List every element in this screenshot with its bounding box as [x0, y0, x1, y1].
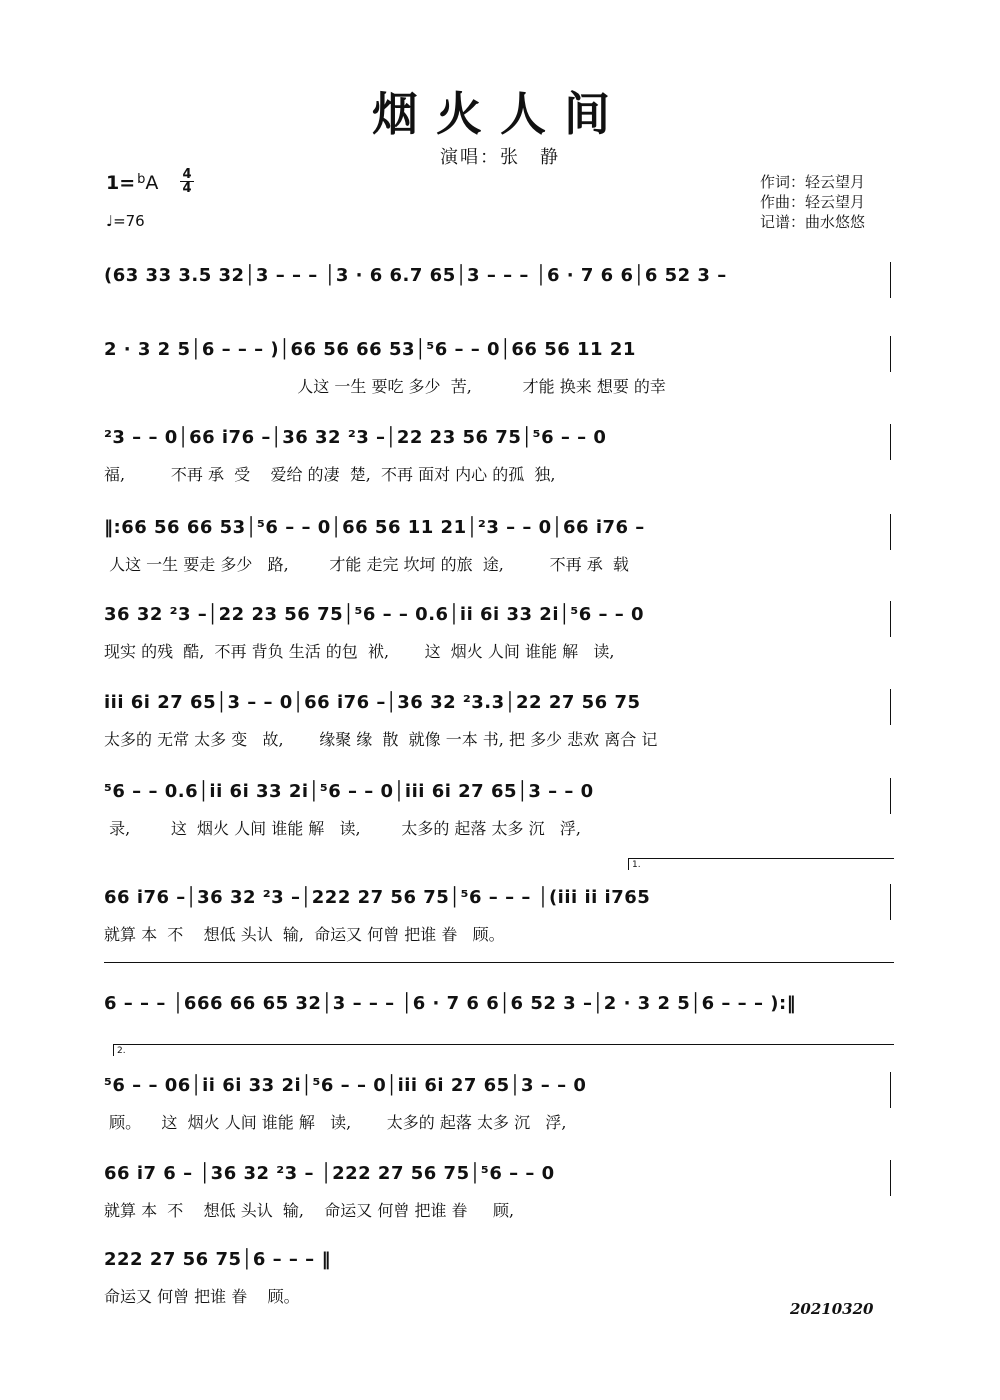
score-line-5: [0, 601, 1000, 686]
lyrics-line-3: 福, 不再 承 受 爱给 的凄 楚, 不再 面对 内心 的孤 独,: [104, 465, 556, 484]
lyrics-line-2: 人这 一生 要吃 多少 苦, 才能 换来 想要 的幸: [104, 377, 666, 396]
volta-bracket-1: 1.: [628, 858, 894, 870]
barline: [890, 689, 891, 725]
barline: [890, 514, 891, 550]
lyrics-line-4: 人这 一生 要走 多少 路, 才能 走完 坎坷 的旅 途, 不再 承 载: [104, 555, 629, 574]
lyrics-line-10: 顾。 这 烟火 人间 谁能 解 读, 太多的 起落 太多 沉 浮,: [104, 1113, 567, 1132]
notes-line-4: ‖:66 56 66 53│⁵6 – – 0│66 56 11 21│²3 – – 0│66 i76 –: [104, 517, 645, 538]
barline: [890, 884, 891, 920]
lyrics-line-12: 命运又 何曾 把谁 眷 顾。: [104, 1287, 300, 1306]
lyrics-line-11: 就算 本 不 想低 头认 输, 命运又 何曾 把谁 眷 顾,: [104, 1201, 515, 1220]
notes-line-3: ²3 – – 0│66 i76 –│36 32 ²3 –│22 23 56 75│⁵6 – – 0: [104, 427, 607, 448]
lyricist-credit: 作词：轻云望月: [760, 173, 866, 191]
notes-line-1: (63 33 3.5 32│3 – – – │3 · 6 6.7 65│3 – – – │6 · 7 6 6│6 52 3 –: [104, 265, 727, 286]
notes-line-8: 66 i76 –│36 32 ²3 –│222 27 56 75│⁵6 – – – │(iii ii i765: [104, 887, 651, 908]
score-line-4: [0, 514, 1000, 599]
time-signature-bottom: 4: [182, 181, 192, 196]
date-stamp: 20210320: [790, 1300, 874, 1318]
lyrics-line-6: 太多的 无常 太多 变 故, 缘聚 缘 散 就像 一本 书, 把 多少 悲欢 离合 记: [104, 730, 658, 749]
score-line-10: [0, 1072, 1000, 1157]
score-line-12: [0, 1246, 1000, 1331]
score-line-11: [0, 1160, 1000, 1245]
key-one: 1=: [106, 172, 136, 194]
score-line-2: [0, 336, 1000, 421]
barline: [890, 601, 891, 637]
score-line-9: [0, 990, 1000, 1075]
score-line-7: [0, 778, 1000, 863]
notes-line-6: iii 6i 27 65│3 – – 0│66 i76 –│36 32 ²3.3│22 27 56 75: [104, 692, 641, 713]
notes-line-7: ⁵6 – – 0.6│ii 6i 33 2i│⁵6 – – 0│iii 6i 27 65│3 – – 0: [104, 781, 594, 802]
key-signature: [106, 172, 158, 194]
performer-credit: 演唱：张 静: [440, 147, 560, 168]
notes-line-11: 66 i7 6 – │36 32 ²3 – │222 27 56 75│⁵6 – – 0: [104, 1163, 555, 1184]
key-flat: b: [137, 172, 146, 187]
transcriber-credit: 记谱：曲水悠悠: [760, 213, 866, 231]
notes-line-2: 2 · 3 2 5│6 – – – )│66 56 66 53│⁵6 – – 0│66 56 11 21: [104, 339, 636, 360]
time-signature-top: 4: [182, 167, 192, 182]
barline: [890, 778, 891, 814]
tempo-marking: ♩=76: [106, 212, 145, 230]
volta-bracket-1-continued: [104, 962, 894, 974]
barline: [890, 262, 891, 298]
score-line-6: [0, 689, 1000, 774]
lyrics-line-5: 现实 的残 酷, 不再 背负 生活 的包 袱, 这 烟火 人间 谁能 解 读,: [104, 642, 615, 661]
time-signature: [180, 168, 194, 195]
key-letter: A: [145, 172, 159, 194]
volta-bracket-2: 2.: [113, 1044, 894, 1056]
lyrics-line-7: 录, 这 烟火 人间 谁能 解 读, 太多的 起落 太多 沉 浮,: [104, 819, 581, 838]
notes-line-12: 222 27 56 75│6 – – – ‖: [104, 1249, 331, 1270]
notes-line-9: 6 – – – │666 66 65 32│3 – – – │6 · 7 6 6│6 52 3 –│2 · 3 2 5│6 – – – ):‖: [104, 993, 797, 1014]
score-line-1: [0, 262, 1000, 347]
lyrics-line-8: 就算 本 不 想低 头认 输, 命运又 何曾 把谁 眷 顾。: [104, 925, 505, 944]
barline: [890, 1072, 891, 1108]
barline: [890, 336, 891, 372]
notes-line-5: 36 32 ²3 –│22 23 56 75│⁵6 – – 0.6│ii 6i 33 2i│⁵6 – – 0: [104, 604, 645, 625]
credits-block: [760, 172, 865, 232]
composer-credit: 作曲：轻云望月: [760, 193, 866, 211]
score-line-3: [0, 424, 1000, 509]
barline: [890, 1160, 891, 1196]
song-title: 烟火人间: [372, 87, 628, 141]
score-line-8: [0, 884, 1000, 969]
notes-line-10: ⁵6 – – 06│ii 6i 33 2i│⁵6 – – 0│iii 6i 27 65│3 – – 0: [104, 1075, 587, 1096]
barline: [890, 424, 891, 460]
